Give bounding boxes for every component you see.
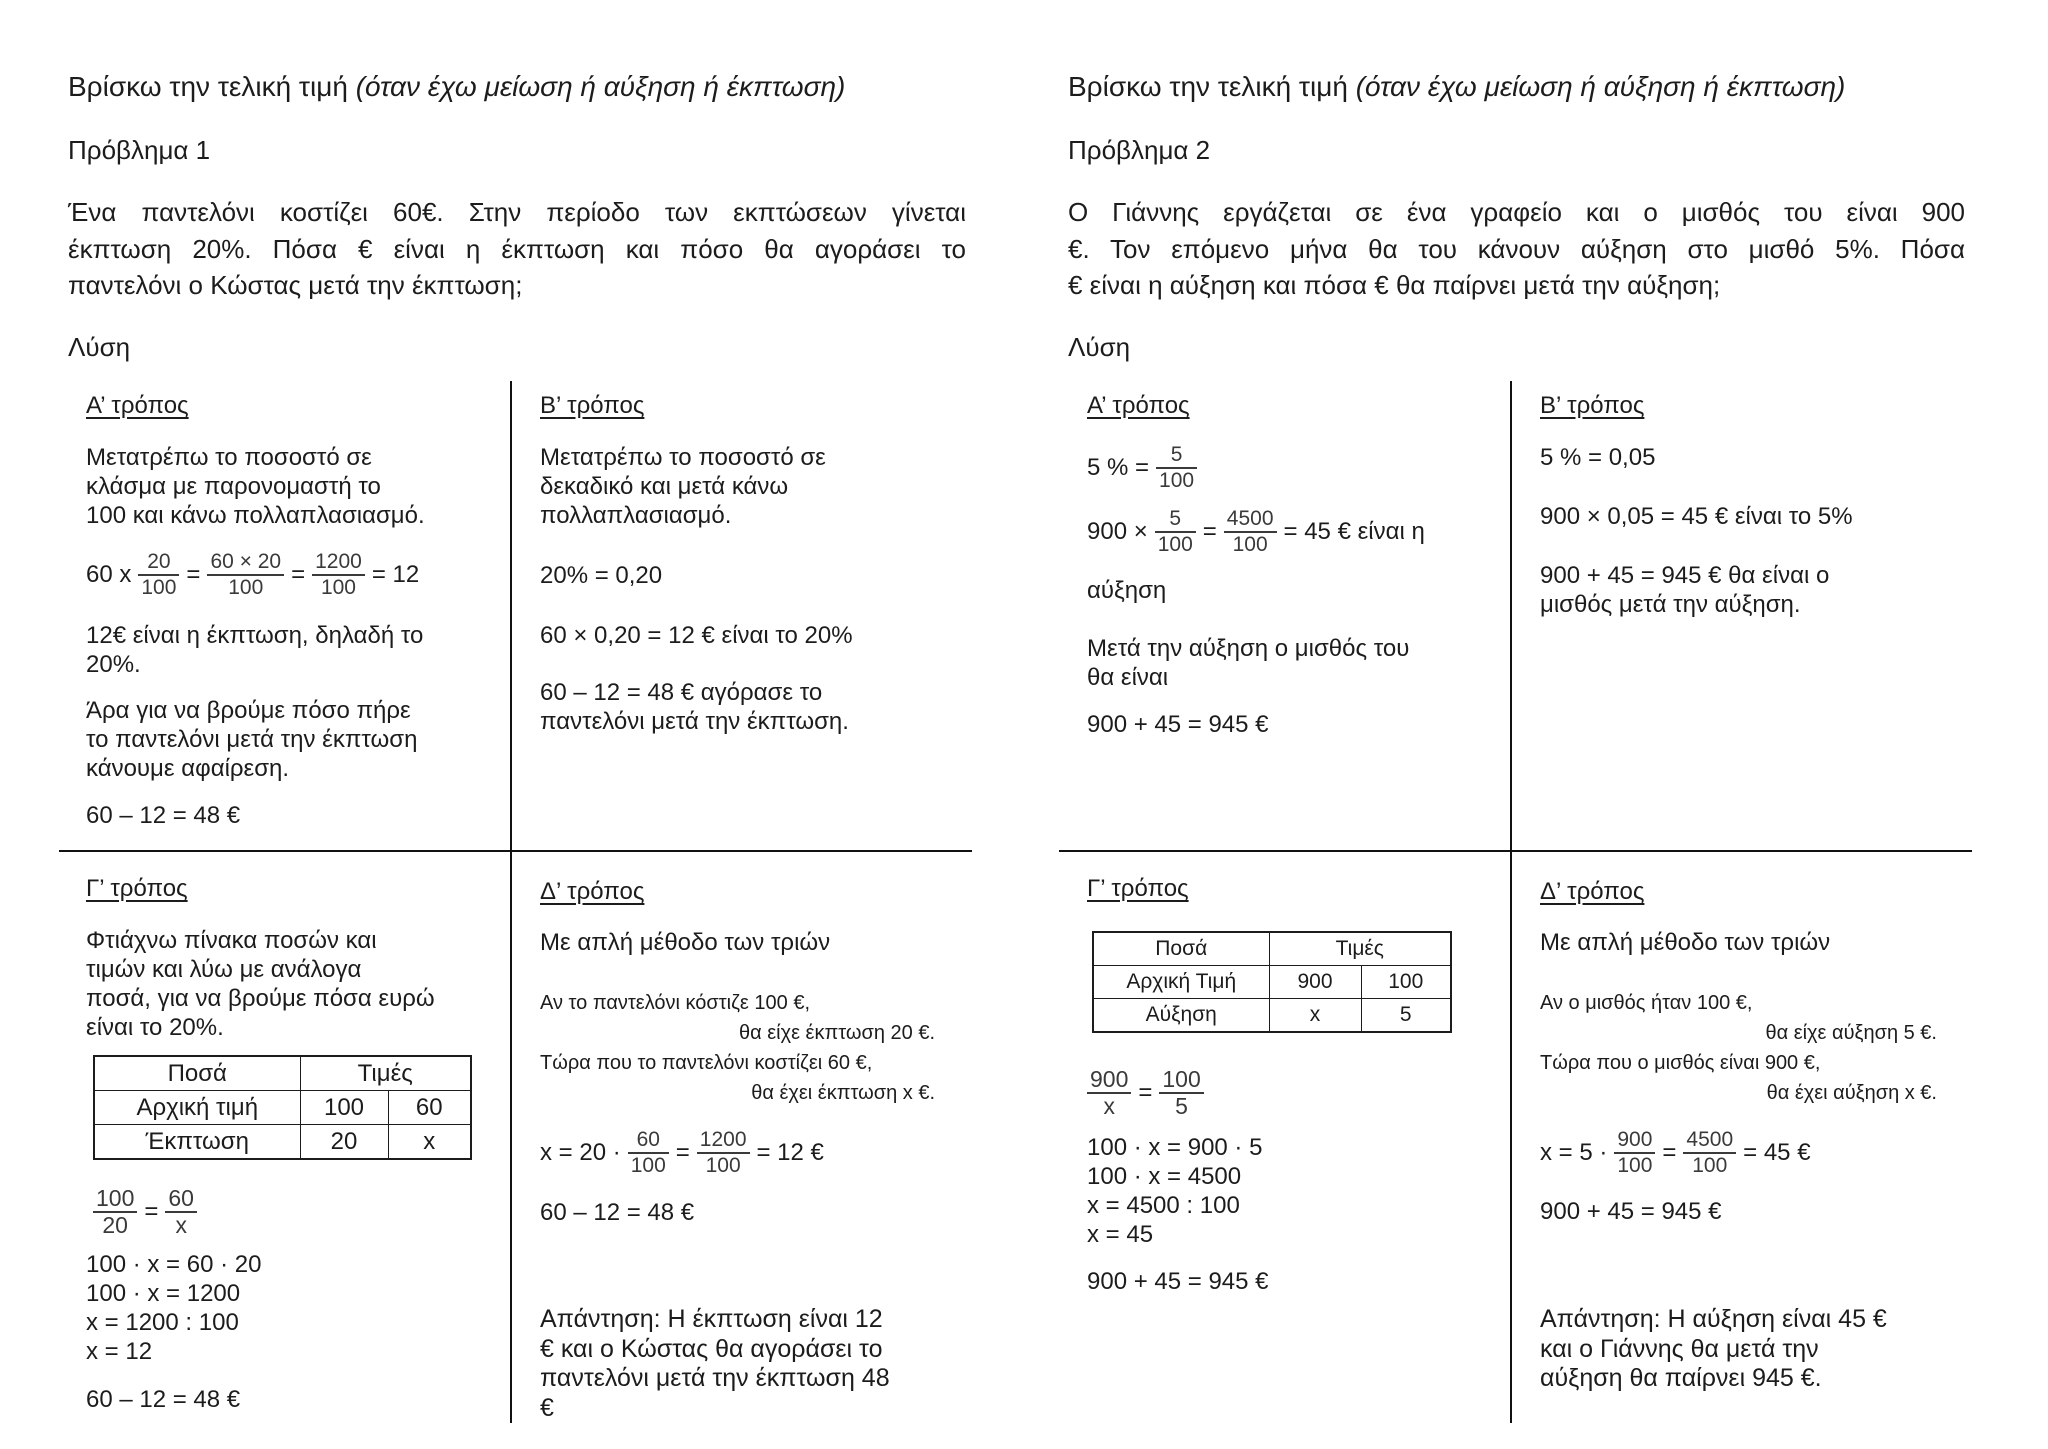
method-d-rule xyxy=(1540,988,1937,1108)
method-c-result: 900 + 45 = 945 € xyxy=(1087,1268,1269,1295)
table-header: Τιμές xyxy=(300,1056,471,1091)
equation-term: = xyxy=(186,561,201,588)
fraction-numerator: 900 xyxy=(1614,1129,1655,1154)
method-b-answer xyxy=(1540,561,1829,619)
method-a-equation xyxy=(1087,506,1425,558)
fraction xyxy=(1087,1068,1131,1118)
text-line: x = 12 xyxy=(86,1338,153,1365)
method-b-answer xyxy=(540,678,849,736)
text-line: Ο Γιάννης εργάζεται σε ένα γραφείο και ο μισθός του είναι 900 xyxy=(1068,197,1965,227)
table-row xyxy=(94,1125,471,1160)
method-a-explanation xyxy=(86,696,417,783)
column-divider xyxy=(1510,381,1512,1423)
method-a-intro xyxy=(86,443,425,530)
method-b-intro xyxy=(540,443,826,530)
equation-term: = xyxy=(144,1198,159,1225)
text-line: πολλαπλασιασμό. xyxy=(540,502,732,529)
fraction-numerator: 4500 xyxy=(1224,508,1277,533)
equation-term: = xyxy=(675,1139,690,1166)
equation-term: 60 x xyxy=(86,561,132,588)
fraction xyxy=(1156,444,1197,492)
text-line: €. Τον επόμενο μήνα θα του κάνουν αύξηση στο μισθό 5%. Πόσα xyxy=(1068,233,1965,264)
solution-label: Λύση xyxy=(1068,332,1131,362)
fraction xyxy=(1224,508,1277,556)
text-line: 100 και κάνω πολλαπλασιασμό. xyxy=(86,502,425,529)
table-header: Ποσά xyxy=(1093,932,1269,966)
fraction xyxy=(1159,1068,1203,1118)
text-line: παντελόνι μετά την έκπτωση. xyxy=(540,708,849,735)
text-line: κλάσμα με παρονομαστή το xyxy=(86,473,381,500)
text-line: έκπτωση 20%. Πόσα € είναι η έκπτωση και πόσο θα αγοράσει το xyxy=(68,233,966,264)
amounts-prices-table xyxy=(1092,931,1452,1033)
method-a-result: 900 + 45 = 945 € xyxy=(1087,711,1269,738)
table-header: Τιμές xyxy=(1269,932,1451,966)
text-line: 100 · x = 1200 xyxy=(86,1280,241,1307)
method-d-intro: Με απλή μέθοδο των τριών xyxy=(1540,929,1831,956)
method-d-answer xyxy=(540,1305,890,1423)
fraction-numerator: 4500 xyxy=(1683,1129,1736,1154)
solution-label: Λύση xyxy=(68,332,131,362)
method-d-result: 900 + 45 = 945 € xyxy=(1540,1198,1722,1225)
problem-label: Πρόβλημα 1 xyxy=(68,135,211,165)
table-cell: 100 xyxy=(1361,966,1451,999)
page-title xyxy=(1068,69,1845,105)
text-line: κάνουμε αφαίρεση. xyxy=(86,755,290,782)
table-cell: Αύξηση xyxy=(1093,999,1269,1033)
fraction-numerator: 20 xyxy=(138,551,179,576)
method-d-answer xyxy=(1540,1305,1887,1394)
fraction-numerator: 100 xyxy=(93,1187,137,1213)
method-b-step1: 20% = 0,20 xyxy=(540,562,663,589)
method-c-proportion xyxy=(1087,1067,1204,1119)
table-row xyxy=(1093,966,1451,999)
row-divider xyxy=(1059,850,1972,852)
text-line: 900 + 45 = 945 € θα είναι ο xyxy=(1540,562,1830,589)
fraction-denominator: 100 xyxy=(1159,469,1195,492)
method-c-heading: Γ’ τρόπος xyxy=(86,875,188,902)
title-main: Βρίσκω την τελική τιμή xyxy=(68,71,348,102)
fraction-numerator: 60 × 20 xyxy=(207,551,284,576)
text-line: 100 · x = 4500 xyxy=(1087,1163,1242,1190)
fraction-numerator: 1200 xyxy=(312,551,365,576)
table-header: Ποσά xyxy=(94,1056,300,1091)
fraction-numerator: 1200 xyxy=(697,1129,750,1154)
problem-label: Πρόβλημα 2 xyxy=(1068,135,1211,165)
text-line: παντελόνι ο Κώστας μετά την έκπτωση; xyxy=(68,270,523,300)
text-line: Τώρα που ο μισθός είναι 900 €, xyxy=(1540,1052,1821,1074)
fraction xyxy=(1614,1129,1655,1177)
text-line: Ένα παντελόνι κοστίζει 60€. Στην περίοδο των εκπτώσεων γίνεται xyxy=(68,197,966,227)
table-cell: Αρχική Τιμή xyxy=(1093,966,1269,999)
text-line: x = 45 xyxy=(1087,1221,1154,1248)
table-cell: 100 xyxy=(300,1091,388,1125)
method-b-heading: Β’ τρόπος xyxy=(540,392,645,419)
fraction xyxy=(1683,1129,1736,1177)
method-b-step1: 5 % = 0,05 xyxy=(1540,444,1656,471)
table-cell: 900 xyxy=(1269,966,1361,999)
method-a-result: 60 – 12 = 48 € xyxy=(86,802,241,829)
text-line: Αν το παντελόνι κόστιζε 100 €, xyxy=(540,992,811,1014)
title-main: Βρίσκω την τελική τιμή xyxy=(1068,71,1348,102)
amounts-prices-table xyxy=(93,1055,472,1160)
method-b-step2: 900 × 0,05 = 45 € είναι το 5% xyxy=(1540,503,1853,530)
fraction-numerator: 5 xyxy=(1156,444,1197,469)
method-c-heading: Γ’ τρόπος xyxy=(1087,875,1189,902)
text-line: Άρα για να βρούμε πόσο πήρε xyxy=(86,697,411,724)
fraction-numerator: 100 xyxy=(1159,1068,1203,1094)
title-note: (όταν έχω μείωση ή αύξηση ή έκπτωση) xyxy=(355,71,846,102)
text-line: ποσά, για να βρούμε πόσα ευρώ xyxy=(86,985,435,1012)
table-cell: x xyxy=(1269,999,1361,1033)
fraction-denominator: x xyxy=(175,1212,187,1238)
fraction-denominator: 100 xyxy=(228,576,264,599)
text-line: Απάντηση: Η έκπτωση είναι 12 xyxy=(540,1305,883,1333)
fraction-denominator: 100 xyxy=(1617,1154,1653,1177)
text-line: 100 · x = 60 · 20 xyxy=(86,1251,262,1278)
text-line: θα είχε έκπτωση 20 €. xyxy=(738,1022,935,1044)
fraction-denominator: 100 xyxy=(705,1154,741,1177)
table-header-row xyxy=(1093,932,1451,966)
fraction-denominator: 100 xyxy=(320,576,356,599)
table-cell: 60 xyxy=(388,1091,471,1125)
equation-term: = 12 xyxy=(371,561,420,588)
equation-term: x = 5 · xyxy=(1540,1139,1608,1166)
text-line: 20%. xyxy=(86,651,141,678)
method-c-intro xyxy=(86,926,435,1042)
text-line: τιμών και λύω με ανάλογα xyxy=(86,956,362,983)
equation-term: x = 20 · xyxy=(540,1139,621,1166)
text-line: θα είναι xyxy=(1087,664,1169,691)
fraction-numerator: 5 xyxy=(1155,508,1196,533)
fraction xyxy=(207,551,284,599)
method-d-equation xyxy=(540,1127,824,1179)
fraction xyxy=(138,551,179,599)
fraction xyxy=(628,1129,669,1177)
table-cell: 20 xyxy=(300,1125,388,1160)
method-c-steps xyxy=(1087,1133,1262,1249)
fraction-denominator: 5 xyxy=(1175,1093,1188,1119)
table-row xyxy=(94,1091,471,1125)
text-line: € xyxy=(540,1393,554,1422)
method-a-note xyxy=(86,621,423,679)
page-title xyxy=(68,69,845,105)
table-cell: 5 xyxy=(1361,999,1451,1033)
text-line: δεκαδικό και μετά κάνω xyxy=(540,473,789,500)
text-line: Μετατρέπω το ποσοστό σε xyxy=(540,444,826,471)
fraction-numerator: 900 xyxy=(1087,1068,1131,1094)
equation-term: 5 % = xyxy=(1087,454,1150,481)
fraction-denominator: x xyxy=(1103,1093,1115,1119)
text-line: 100 · x = 900 · 5 xyxy=(1087,1134,1263,1161)
text-line: x = 1200 : 100 xyxy=(86,1309,239,1336)
equation-term: = 12 € xyxy=(756,1139,824,1166)
table-header-row xyxy=(94,1056,471,1091)
method-a-equation xyxy=(86,549,419,601)
method-a-explanation xyxy=(1087,634,1409,692)
column-divider xyxy=(510,381,512,1423)
equation-term: = 45 € είναι η xyxy=(1283,518,1425,545)
text-line: Απάντηση: Η αύξηση είναι 45 € xyxy=(1540,1305,1887,1333)
text-line: θα έχει έκπτωση x €. xyxy=(751,1082,935,1104)
method-b-heading: Β’ τρόπος xyxy=(1540,392,1645,419)
equation-term: = xyxy=(1138,1079,1153,1106)
text-line: € και ο Κώστας θα αγοράσει το xyxy=(540,1334,883,1363)
text-line: x = 4500 : 100 xyxy=(1087,1192,1240,1219)
fraction-denominator: 100 xyxy=(1692,1154,1728,1177)
fraction-denominator: 20 xyxy=(102,1212,128,1238)
fraction-denominator: 100 xyxy=(1157,533,1193,556)
fraction-numerator: 60 xyxy=(165,1187,197,1213)
problem-statement xyxy=(68,194,966,304)
fraction xyxy=(697,1129,750,1177)
method-c-result: 60 – 12 = 48 € xyxy=(86,1386,241,1413)
text-line: Φτιάχνω πίνακα ποσών και xyxy=(86,927,377,954)
table-row xyxy=(1093,999,1451,1033)
method-a-heading: Α’ τρόπος xyxy=(1087,392,1190,419)
method-d-intro: Με απλή μέθοδο των τριών xyxy=(540,929,831,956)
method-a-equation-continued: αύξηση xyxy=(1087,577,1167,604)
text-line: Τώρα που το παντελόνι κοστίζει 60 €, xyxy=(540,1052,873,1074)
method-d-result: 60 – 12 = 48 € xyxy=(540,1199,695,1226)
text-line: παντελόνι μετά την έκπτωση 48 xyxy=(540,1364,890,1393)
method-b-step2: 60 × 0,20 = 12 € είναι το 20% xyxy=(540,622,853,649)
title-note: (όταν έχω μείωση ή αύξηση ή έκπτωση) xyxy=(1355,71,1846,102)
fraction xyxy=(312,551,365,599)
text-line: αύξηση θα παίρνει 945 €. xyxy=(1540,1364,1822,1393)
fraction-denominator: 100 xyxy=(141,576,177,599)
equation-term: = 45 € xyxy=(1743,1139,1811,1166)
fraction-numerator: 60 xyxy=(628,1129,669,1154)
fraction xyxy=(93,1187,137,1237)
text-line: θα έχει αύξηση x €. xyxy=(1766,1082,1937,1104)
table-cell: Έκπτωση xyxy=(94,1125,300,1160)
equation-term: = xyxy=(1202,518,1217,545)
fraction-denominator: 100 xyxy=(630,1154,666,1177)
table-cell: Αρχική τιμή xyxy=(94,1091,300,1125)
text-line: θα είχε αύξηση 5 €. xyxy=(1765,1022,1937,1044)
method-a-fraction-equation xyxy=(1087,442,1197,494)
fraction xyxy=(1155,508,1196,556)
method-c-steps xyxy=(86,1250,261,1366)
equation-term: = xyxy=(291,561,306,588)
text-line: Αν ο μισθός ήταν 100 €, xyxy=(1540,992,1753,1014)
fraction-denominator: 100 xyxy=(1232,533,1268,556)
text-line: Μετατρέπω το ποσοστό σε xyxy=(86,444,372,471)
table-cell: x xyxy=(388,1125,471,1160)
text-line: 12€ είναι η έκπτωση, δηλαδή το xyxy=(86,622,424,649)
text-line: το παντελόνι μετά την έκπτωση xyxy=(86,726,418,753)
text-line: και ο Γιάννης θα μετά την xyxy=(1540,1334,1819,1363)
method-a-heading: Α’ τρόπος xyxy=(86,392,189,419)
method-d-rule xyxy=(540,988,935,1108)
fraction xyxy=(165,1187,197,1237)
method-d-equation xyxy=(1540,1127,1811,1179)
problem-statement xyxy=(1068,194,1965,304)
text-line: 60 – 12 = 48 € αγόρασε το xyxy=(540,679,823,706)
text-line: μισθός μετά την αύξηση. xyxy=(1540,591,1801,618)
method-c-proportion xyxy=(93,1186,197,1238)
text-line: Μετά την αύξηση ο μισθός του xyxy=(1087,635,1410,662)
equation-term: 900 × xyxy=(1087,518,1148,545)
method-d-heading: Δ’ τρόπος xyxy=(540,878,645,905)
method-d-heading: Δ’ τρόπος xyxy=(1540,878,1645,905)
text-line: είναι το 20%. xyxy=(86,1014,224,1041)
row-divider xyxy=(59,850,972,852)
equation-term: = xyxy=(1662,1139,1677,1166)
text-line: € είναι η αύξηση και πόσα € θα παίρνει μετά την αύξηση; xyxy=(1068,270,1721,300)
